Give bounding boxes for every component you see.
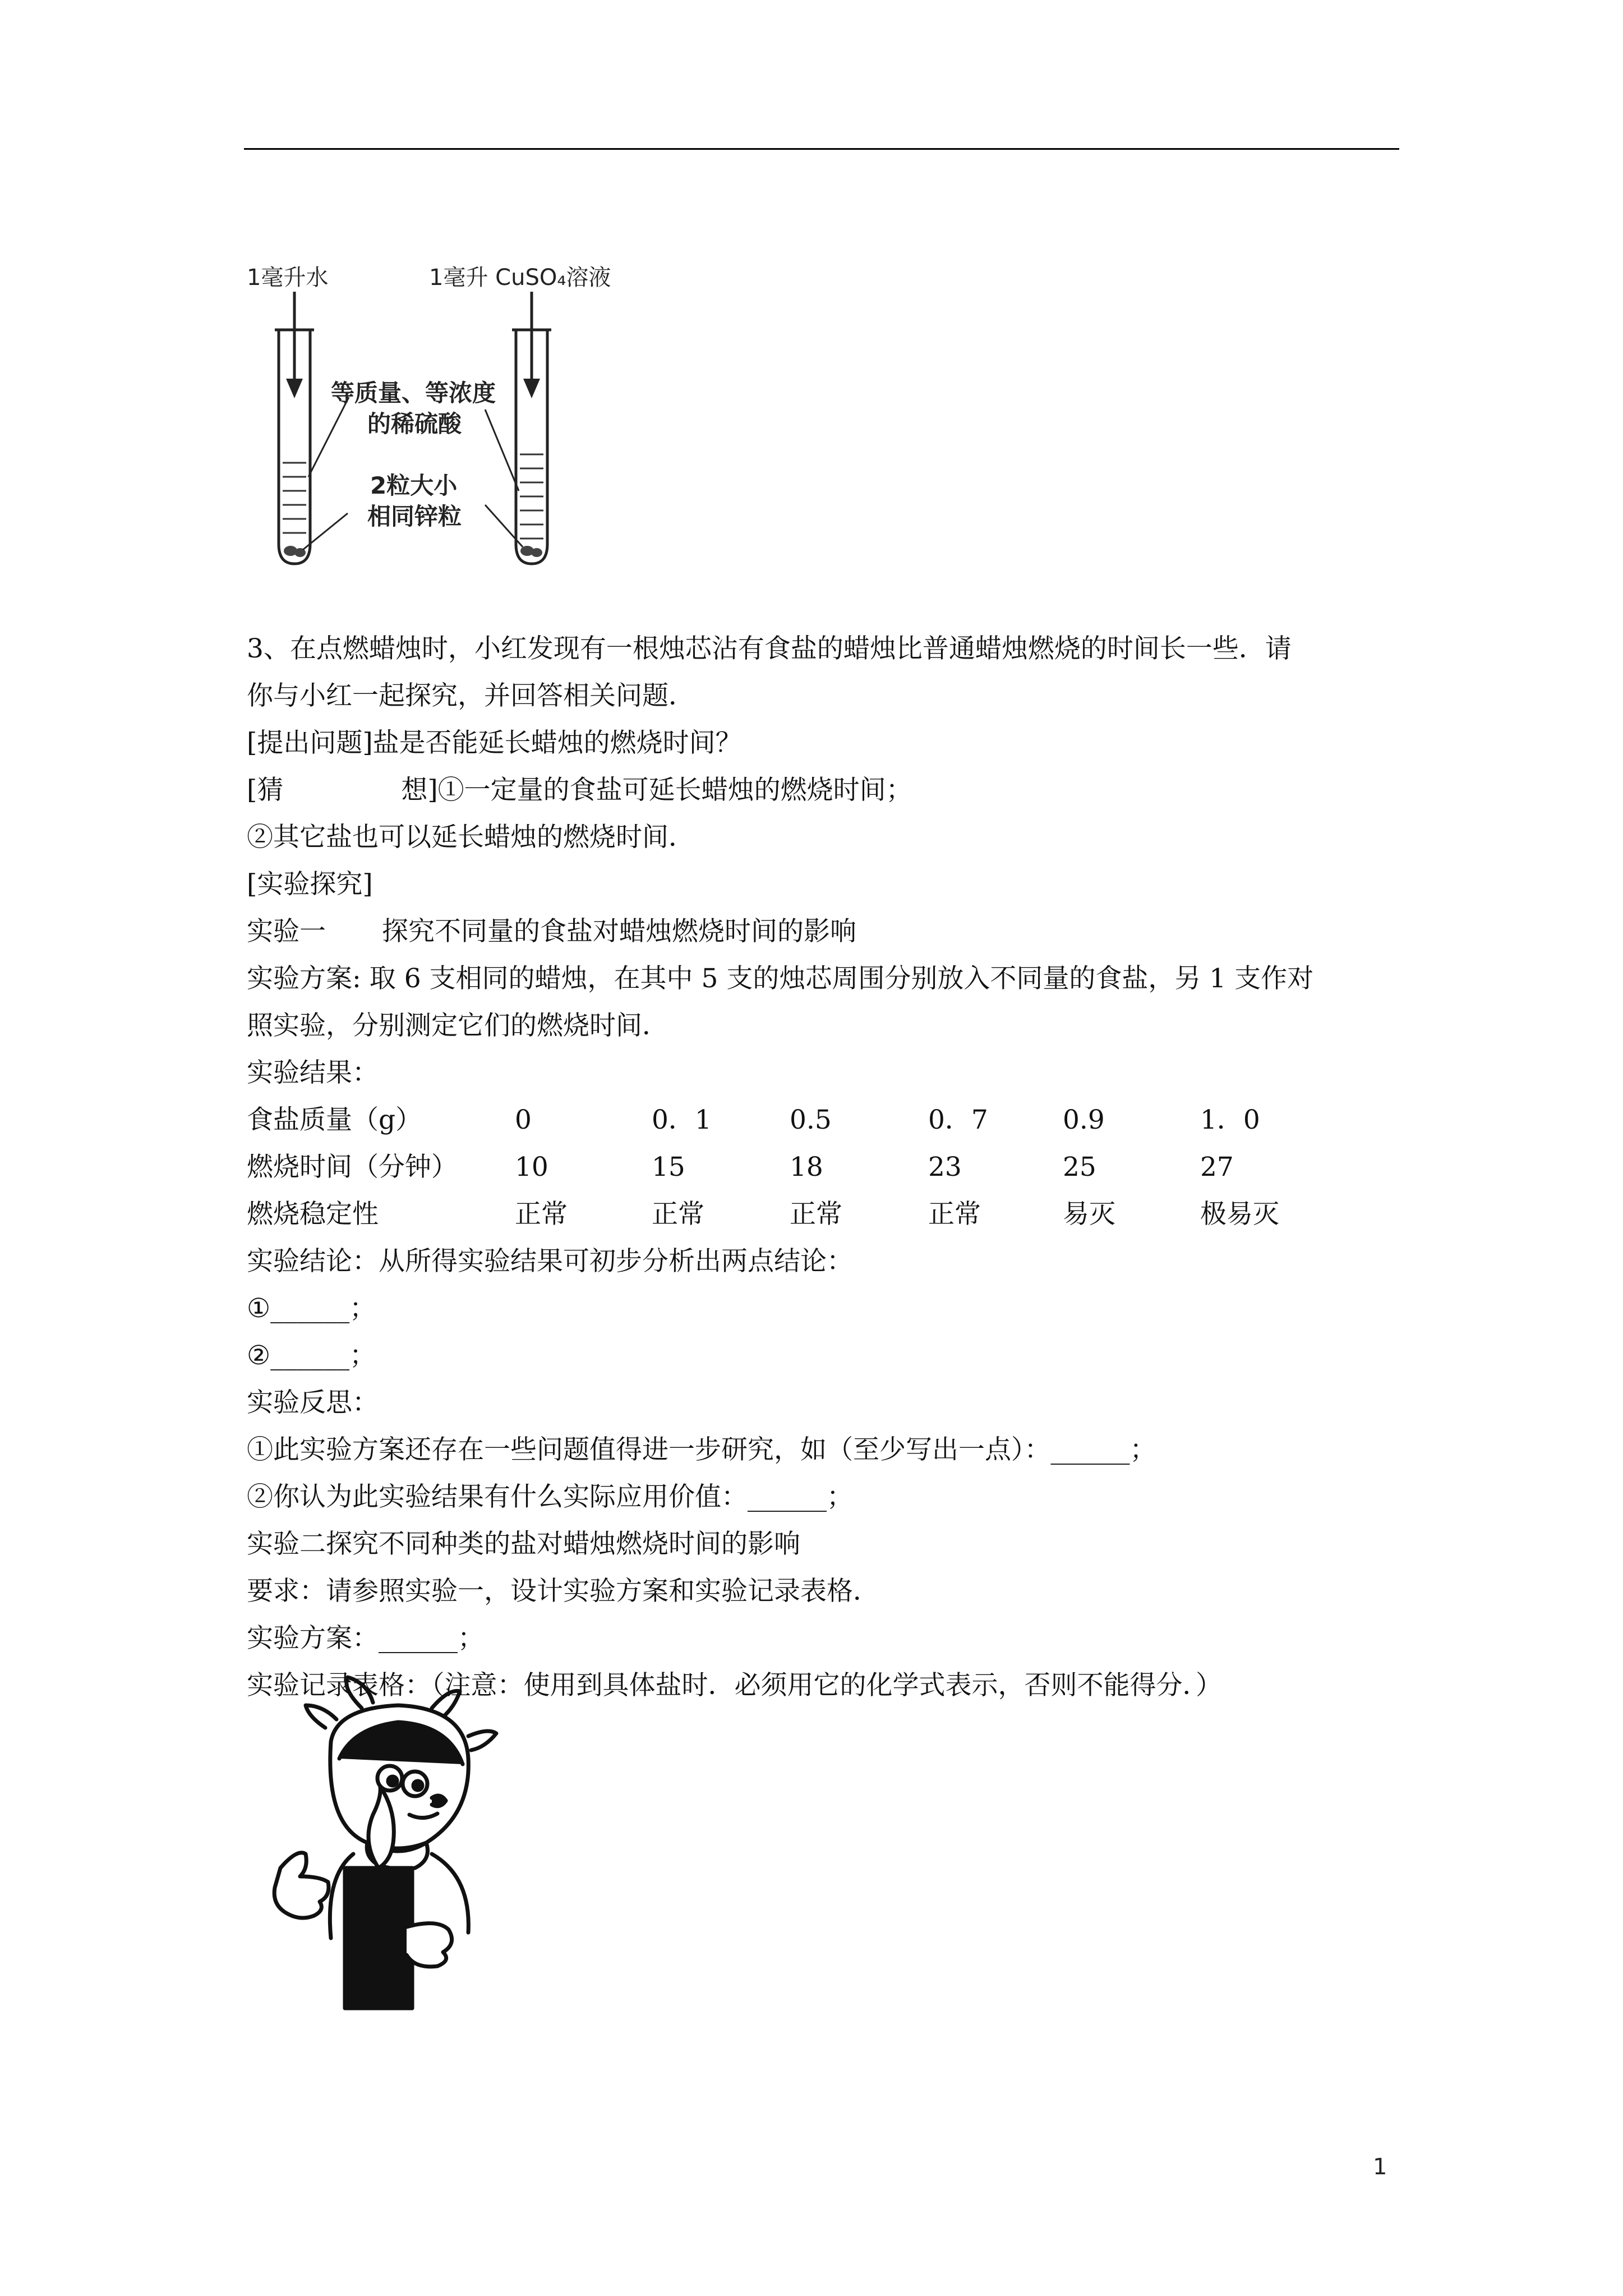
- reflect-label: 实验反思：: [247, 1387, 379, 1418]
- table-cell: 正常: [652, 1199, 704, 1230]
- table-row-burn-time: [247, 1144, 1402, 1191]
- guess-2: ②其它盐也可以延长蜡烛的燃烧时间．: [247, 822, 695, 853]
- left-tube-label: 1毫升水: [247, 265, 329, 291]
- table-cell: 极易灭: [1200, 1199, 1279, 1230]
- row-label: 食盐质量（g）: [247, 1105, 422, 1135]
- intro-line-2: 你与小红一起探究，并回答相关问题．: [247, 680, 695, 711]
- table-cell: 23: [928, 1152, 962, 1182]
- result-label: 实验结果：: [247, 1057, 379, 1088]
- table-cell: 0.9: [1063, 1105, 1105, 1135]
- reflect-2: ②你认为此实验结果有什么实际应用价值：______；: [247, 1481, 853, 1512]
- requirement: 要求：请参照实验一，设计实验方案和实验记录表格．: [247, 1576, 879, 1607]
- exp1-title-b: 探究不同量的食盐对蜡烛燃烧时间的影响: [382, 916, 856, 947]
- table-cell: 正常: [790, 1199, 842, 1230]
- table-cell: 正常: [515, 1199, 568, 1230]
- zinc-label-line1: 2粒大小: [370, 472, 458, 499]
- intro-line-1: 3、在点燃蜡烛时，小红发现有一根烛芯沾有食盐的蜡烛比普通蜡烛燃烧的时间长一些．请: [247, 633, 1292, 664]
- explore-heading: [实验探究]: [247, 869, 373, 900]
- guess-text: 想]①一定量的食盐可延长蜡烛的燃烧时间；: [401, 775, 912, 806]
- table-cell: 正常: [928, 1199, 981, 1230]
- conclusion-1: ①______；: [247, 1293, 376, 1324]
- exp1-plan-line-2: 照实验，分别测定它们的燃烧时间．: [247, 1010, 668, 1041]
- header-rule: [244, 148, 1399, 150]
- table-row-salt-mass: [247, 1097, 1402, 1144]
- zinc-label-line2: 相同锌粒: [367, 503, 462, 530]
- table-cell: 0: [515, 1105, 532, 1135]
- table-cell: 0．7: [928, 1105, 988, 1135]
- table-cell: 0．1: [652, 1105, 712, 1135]
- reflect-1: ①此实验方案还存在一些问题值得进一步研究，如（至少写出一点）：______；: [247, 1434, 1156, 1465]
- exp1-title-a: 实验一: [247, 916, 326, 947]
- table-cell: 18: [790, 1152, 823, 1182]
- table-cell: 27: [1200, 1152, 1234, 1182]
- table-cell: 10: [515, 1152, 548, 1182]
- question-body: [247, 625, 1402, 1709]
- test-tube-figure: [247, 264, 651, 578]
- table-cell: 15: [652, 1152, 685, 1182]
- exp1-title: [247, 908, 1402, 955]
- conclusion-2: ②______；: [247, 1340, 376, 1371]
- conclusion-label: 实验结论：从所得实验结果可初步分析出两点结论：: [247, 1246, 853, 1277]
- exp2-title: 实验二探究不同种类的盐对蜡烛燃烧时间的影响: [247, 1529, 800, 1559]
- guess-1: [247, 767, 1402, 814]
- table-cell: 1．0: [1200, 1105, 1260, 1135]
- row-label: 燃烧时间（分钟）: [247, 1152, 458, 1182]
- girl-with-candle-illustration: [247, 1674, 538, 2011]
- acid-label-line1: 等质量、等浓度: [331, 379, 496, 407]
- exp2-plan: 实验方案：______；: [247, 1623, 484, 1654]
- row-label: 燃烧稳定性: [247, 1199, 379, 1230]
- table-row-stability: [247, 1191, 1402, 1238]
- table-cell: 25: [1063, 1152, 1096, 1182]
- record-table-note: 实验记录表格：（注意：使用到具体盐时．必须用它的化学式表示，否则不能得分．）: [247, 1670, 1222, 1701]
- page-number: 1: [1373, 2154, 1387, 2180]
- raise-question: [提出问题]盐是否能延长蜡烛的燃烧时间？: [247, 728, 742, 758]
- table-cell: 0.5: [790, 1105, 832, 1135]
- guess-label: [猜: [247, 775, 284, 806]
- right-tube-label: 1毫升 CuSO₄溶液: [429, 265, 611, 291]
- table-cell: 易灭: [1063, 1199, 1115, 1230]
- acid-label-line2: 的稀硫酸: [367, 410, 462, 438]
- exp1-plan-line-1: 实验方案: 取 6 支相同的蜡烛，在其中 5 支的烛芯周围分别放入不同量的食盐，另 1 支作对: [247, 963, 1314, 994]
